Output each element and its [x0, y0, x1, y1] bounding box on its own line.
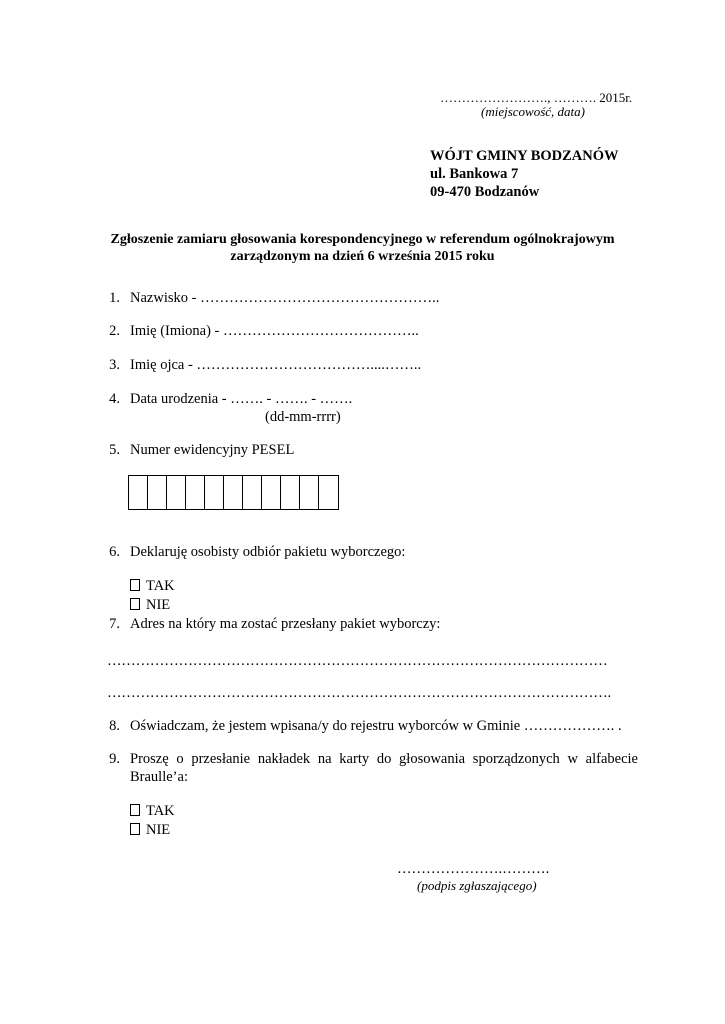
pesel-digit-box[interactable]	[205, 476, 224, 509]
birth-date-field[interactable]: Data urodzenia - ……. - ……. - …….	[130, 391, 353, 407]
address-line-1[interactable]: ……………………………………………………………………………………………	[107, 653, 608, 669]
pesel-input-grid[interactable]	[128, 475, 339, 510]
pesel-digit-box[interactable]	[129, 476, 148, 509]
item-number: 9.	[109, 751, 120, 767]
birth-date-format: (dd-mm-rrrr)	[265, 409, 341, 425]
pesel-digit-box[interactable]	[281, 476, 300, 509]
surname-field[interactable]: Nazwisko - …………………………………………..	[130, 290, 440, 306]
item-number: 1.	[109, 290, 120, 306]
recipient-city: 09-470 Bodzanów	[430, 184, 540, 200]
date-caption: (miejscowość, data)	[481, 104, 585, 119]
option-label: NIE	[146, 597, 171, 613]
signature-line[interactable]: ………………….……….	[397, 861, 550, 877]
option-label: TAK	[146, 578, 175, 594]
checkbox-icon[interactable]	[130, 579, 140, 591]
item-number: 2.	[109, 323, 120, 339]
recipient-name: WÓJT GMINY BODZANÓW	[430, 148, 619, 164]
pesel-digit-box[interactable]	[319, 476, 338, 509]
pickup-no-option[interactable]	[130, 597, 170, 614]
pickup-yes-option[interactable]	[130, 578, 175, 595]
pickup-declaration-label: Deklaruję osobisty odbiór pakietu wyborczego:	[130, 544, 406, 560]
pesel-digit-box[interactable]	[167, 476, 186, 509]
braille-yes-option[interactable]	[130, 803, 175, 820]
pesel-digit-box[interactable]	[262, 476, 281, 509]
checkbox-icon[interactable]	[130, 804, 140, 816]
option-label: NIE	[146, 822, 171, 838]
pesel-digit-box[interactable]	[186, 476, 205, 509]
voter-register-statement[interactable]: Oświadczam, że jestem wpisana/y do rejestru wyborców w Gminie ………………. .	[130, 718, 622, 734]
pesel-digit-box[interactable]	[224, 476, 243, 509]
option-label: TAK	[146, 803, 175, 819]
form-title-line2: zarządzonym na dzień 6 września 2015 roku	[230, 249, 495, 264]
signature-caption: (podpis zgłaszającego)	[417, 878, 537, 893]
item-number: 7.	[109, 616, 120, 632]
first-name-field[interactable]: Imię (Imiona) - …………………………………..	[130, 323, 419, 339]
item-number: 3.	[109, 357, 120, 373]
braille-request-text: Proszę o przesłanie nakładek na karty do głosowania sporządzonych w alfabecie	[130, 751, 638, 767]
father-name-field[interactable]: Imię ojca - ………………………………....……..	[130, 357, 422, 373]
address-label: Adres na który ma zostać przesłany pakiet wyborczy:	[130, 616, 441, 632]
recipient-street: ul. Bankowa 7	[430, 166, 519, 182]
form-title-line1: Zgłoszenie zamiaru głosowania korespondencyjnego w referendum ogólnokrajowym	[110, 232, 615, 247]
item-number: 5.	[109, 442, 120, 458]
address-line-2[interactable]: …………………………………………………………………………………………….	[107, 685, 611, 701]
item-number: 6.	[109, 544, 120, 560]
checkbox-icon[interactable]	[130, 598, 140, 610]
pesel-digit-box[interactable]	[243, 476, 262, 509]
pesel-label: Numer ewidencyjny PESEL	[130, 442, 295, 458]
braille-request-text-line2: Braulle’a:	[130, 769, 188, 785]
item-number: 8.	[109, 718, 120, 734]
pesel-digit-box[interactable]	[300, 476, 319, 509]
item-number: 4.	[109, 391, 120, 407]
braille-no-option[interactable]	[130, 822, 170, 839]
date-line: ……………………., ………. 2015r.	[440, 90, 633, 105]
pesel-digit-box[interactable]	[148, 476, 167, 509]
checkbox-icon[interactable]	[130, 823, 140, 835]
